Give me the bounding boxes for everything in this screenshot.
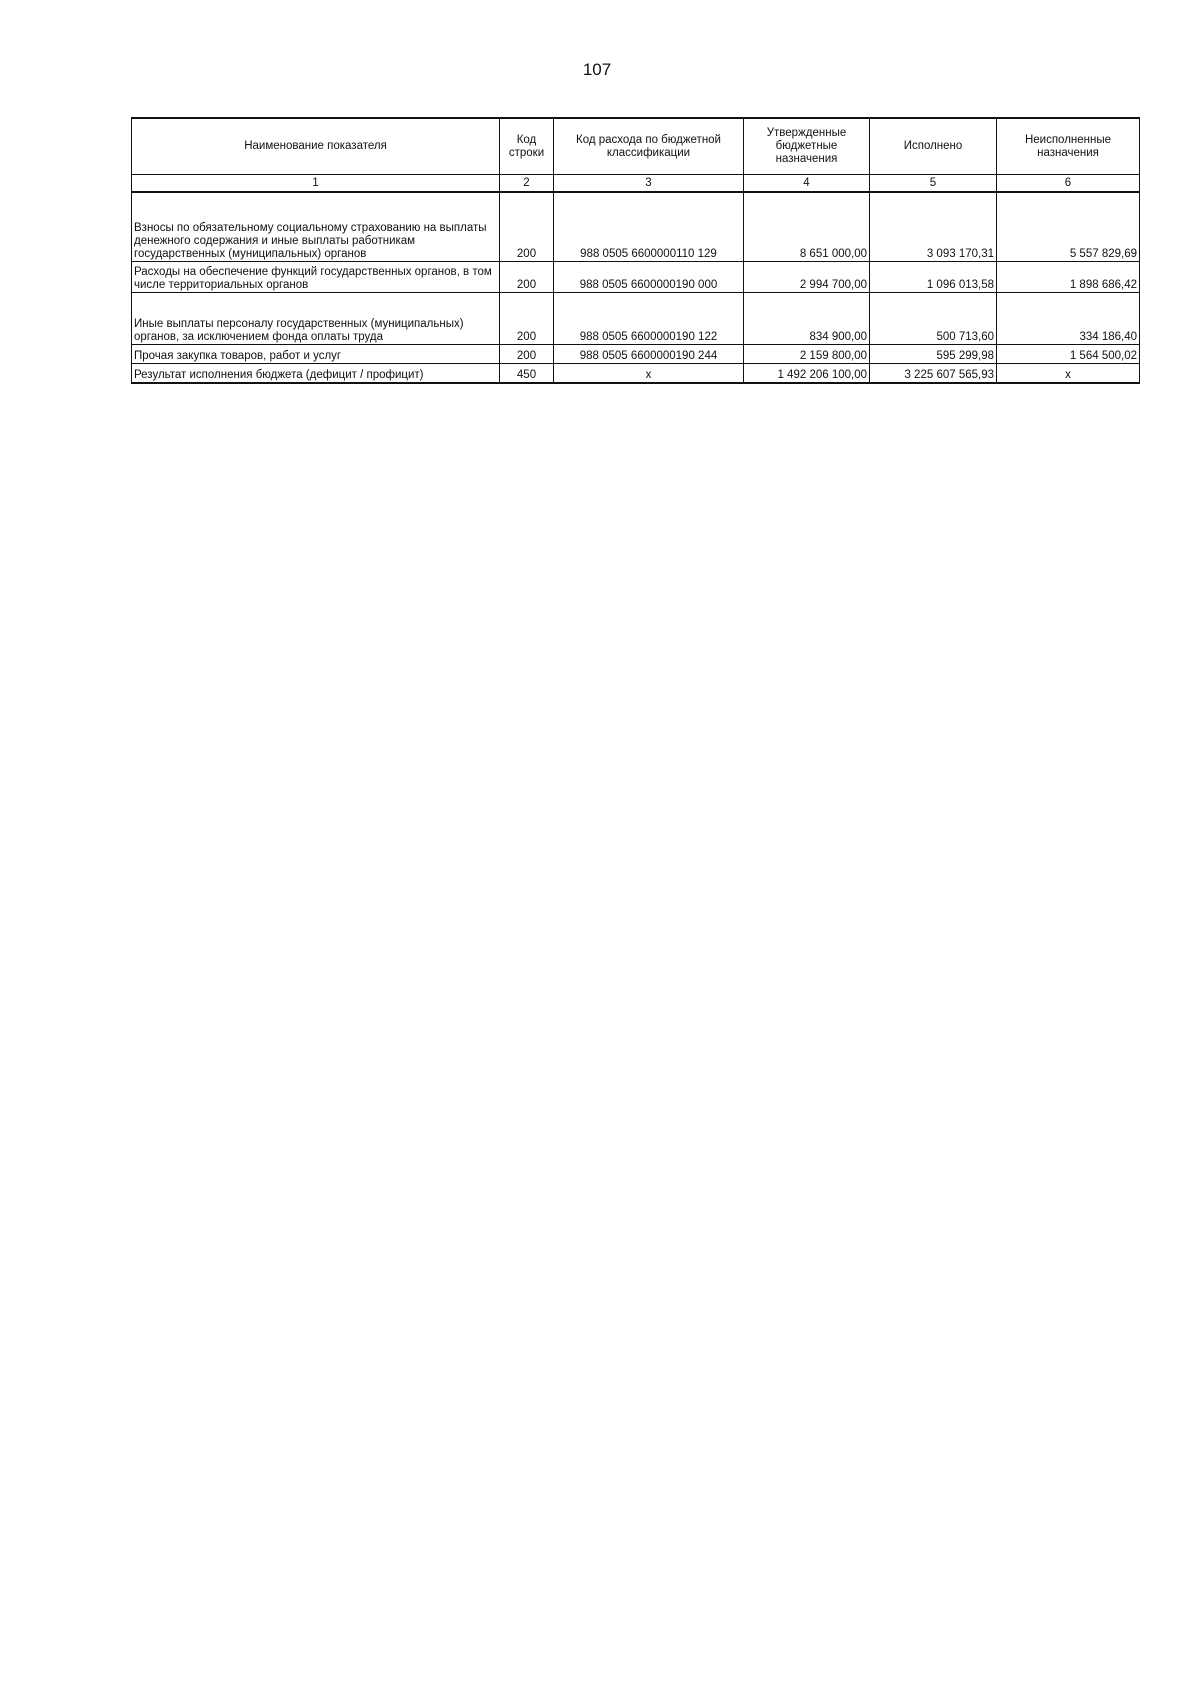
- budget-execution-table: [131, 117, 1140, 384]
- line-code: 450: [500, 364, 554, 384]
- column-number-row: [132, 175, 1140, 193]
- table-row-result: [132, 364, 1140, 384]
- expense-code: 988 0505 6600000190 122: [554, 293, 744, 345]
- indicator-name: Иные выплаты персоналу государственных (муниципальных) органов, за исключением фонда оплаты труда: [132, 293, 500, 345]
- expense-code: 988 0505 6600000190 244: [554, 345, 744, 364]
- column-number: 6: [997, 175, 1140, 193]
- unexecuted-amount: 5 557 829,69: [997, 192, 1140, 262]
- unexecuted-amount: x: [997, 364, 1140, 384]
- executed-amount: 3 225 607 565,93: [870, 364, 997, 384]
- expense-code: x: [554, 364, 744, 384]
- header-line-code: Код строки: [500, 118, 554, 175]
- column-number: 4: [744, 175, 870, 193]
- executed-amount: 500 713,60: [870, 293, 997, 345]
- expense-code: 988 0505 6600000190 000: [554, 262, 744, 293]
- column-number: 3: [554, 175, 744, 193]
- indicator-name: Расходы на обеспечение функций государственных органов, в том числе территориальных органов: [132, 262, 500, 293]
- unexecuted-amount: 334 186,40: [997, 293, 1140, 345]
- approved-amount: 834 900,00: [744, 293, 870, 345]
- table-header-row: [132, 118, 1140, 175]
- table-row: [132, 192, 1140, 262]
- executed-amount: 3 093 170,31: [870, 192, 997, 262]
- table-row: [132, 293, 1140, 345]
- header-unexecuted: Неисполненные назначения: [997, 118, 1140, 175]
- line-code: 200: [500, 345, 554, 364]
- indicator-name: Прочая закупка товаров, работ и услуг: [132, 345, 500, 364]
- unexecuted-amount: 1 564 500,02: [997, 345, 1140, 364]
- executed-amount: 595 299,98: [870, 345, 997, 364]
- line-code: 200: [500, 293, 554, 345]
- executed-amount: 1 096 013,58: [870, 262, 997, 293]
- column-number: 1: [132, 175, 500, 193]
- column-number: 5: [870, 175, 997, 193]
- line-code: 200: [500, 192, 554, 262]
- indicator-name: Взносы по обязательному социальному страхованию на выплаты денежного содержания и иные выплаты работникам государственных (муниципальных) органов: [132, 192, 500, 262]
- header-indicator-name: Наименование показателя: [132, 118, 500, 175]
- header-executed: Исполнено: [870, 118, 997, 175]
- approved-amount: 8 651 000,00: [744, 192, 870, 262]
- approved-amount: 2 159 800,00: [744, 345, 870, 364]
- approved-amount: 1 492 206 100,00: [744, 364, 870, 384]
- unexecuted-amount: 1 898 686,42: [997, 262, 1140, 293]
- table-row: [132, 345, 1140, 364]
- indicator-name: Результат исполнения бюджета (дефицит / профицит): [132, 364, 500, 384]
- header-approved: Утвержденные бюджетные назначения: [744, 118, 870, 175]
- column-number: 2: [500, 175, 554, 193]
- line-code: 200: [500, 262, 554, 293]
- header-expense-code: Код расхода по бюджетной классификации: [554, 118, 744, 175]
- approved-amount: 2 994 700,00: [744, 262, 870, 293]
- page-number-text: 107: [582, 60, 612, 79]
- table-row: [132, 262, 1140, 293]
- expense-code: 988 0505 6600000110 129: [554, 192, 744, 262]
